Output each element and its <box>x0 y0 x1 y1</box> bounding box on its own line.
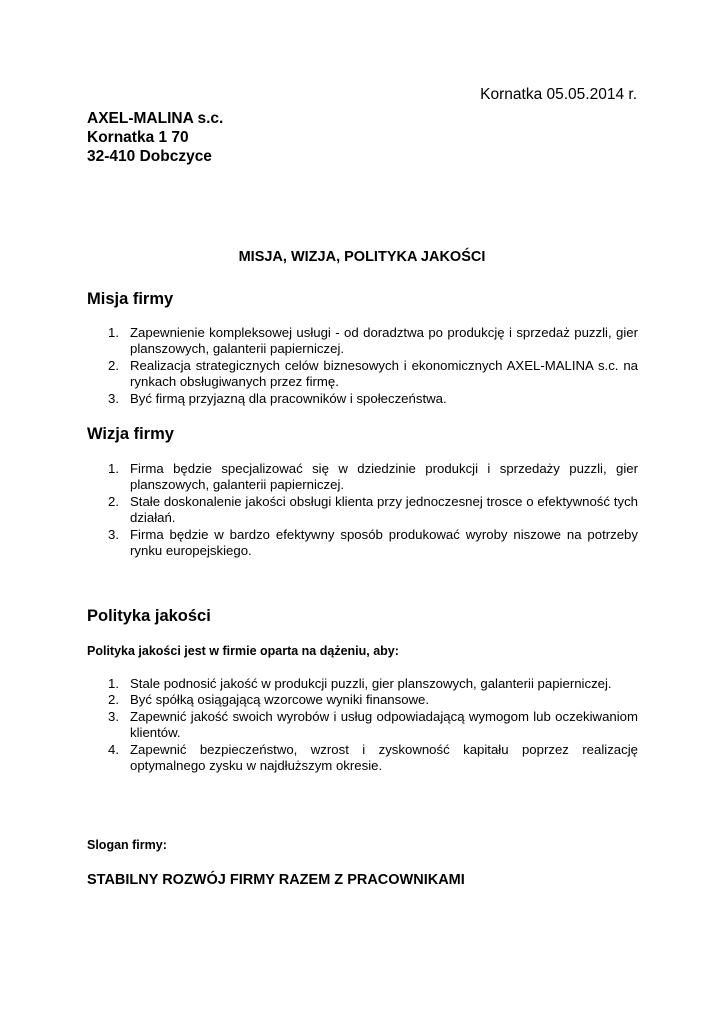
list-number: 1. <box>108 325 119 340</box>
vision-item <box>87 494 638 527</box>
list-number: 1. <box>108 461 119 476</box>
list-text: Zapewnić bezpieczeństwo, wzrost i zyskowność kapitału poprzez realizację optymalnego zysku w najdłuższym okresie. <box>130 741 638 774</box>
vision-item <box>87 461 638 494</box>
list-number: 4. <box>108 741 119 757</box>
list-number: 2. <box>108 357 119 373</box>
list-number: 3. <box>108 526 119 542</box>
quality-list <box>87 676 638 774</box>
list-text: Stale podnosić jakość w produkcji puzzli, gier planszowych, galanterii papierniczej. <box>130 676 612 691</box>
list-number: 2. <box>108 493 119 509</box>
mission-heading: Misja firmy <box>87 290 174 308</box>
quality-item <box>87 709 638 742</box>
list-number: 3. <box>108 390 119 406</box>
list-text: Być spółką osiągającą wzorcowe wyniki finansowe. <box>130 692 430 708</box>
vision-item <box>87 527 638 560</box>
mission-item <box>87 325 638 358</box>
slogan-label: Slogan firmy: <box>87 838 167 852</box>
company-city: 32-410 Dobczyce <box>87 148 212 165</box>
quality-intro: Polityka jakości jest w firmie oparta na dążeniu, aby: <box>87 644 399 658</box>
quality-heading: Polityka jakości <box>87 607 211 625</box>
vision-list <box>87 461 638 559</box>
list-text: Firma będzie specjalizować się w dziedzinie produkcji i sprzedaży puzzli, gier planszowych, galanterii papierniczej. <box>130 461 638 493</box>
company-address <box>87 109 223 166</box>
list-text: Być firmą przyjazną dla pracowników i społeczeństwa. <box>130 390 447 406</box>
company-name: AXEL-MALINA s.c. <box>87 110 224 127</box>
list-number: 1. <box>108 676 119 691</box>
list-text: Realizacja strategicznych celów biznesowych i ekonomicznych AXEL-MALINA s.c. na rynkach obsługiwanych przez firmę. <box>130 357 638 390</box>
list-number: 2. <box>108 692 119 708</box>
list-number: 3. <box>108 708 119 724</box>
list-text: Stałe doskonalenie jakości obsługi klienta przy jednoczesnej trosce o efektywność tych działań. <box>130 493 638 526</box>
quality-item <box>87 676 638 692</box>
quality-item <box>87 692 638 708</box>
quality-item <box>87 742 638 775</box>
mission-item <box>87 391 638 407</box>
document-date: Kornatka 05.05.2014 r. <box>480 86 637 103</box>
mission-item <box>87 358 638 391</box>
company-street: Kornatka 1 70 <box>87 129 189 146</box>
vision-heading: Wizja firmy <box>87 425 174 443</box>
mission-list <box>87 325 638 407</box>
list-text: Zapewnienie kompleksowej usługi - od doradztwa po produkcję i sprzedaż puzzli, gier planszowych, galanterii papierniczej. <box>130 325 638 357</box>
company-slogan: STABILNY ROZWÓJ FIRMY RAZEM Z PRACOWNIKAMI <box>87 872 465 888</box>
list-text: Zapewnić jakość swoich wyrobów i usług odpowiadającą wymogom lub oczekiwaniom klientów. <box>130 708 638 741</box>
list-text: Firma będzie w bardzo efektywny sposób produkować wyroby niszowe na potrzeby rynku europejskiego. <box>130 526 638 559</box>
document-title: MISJA, WIZJA, POLITYKA JAKOŚCI <box>238 249 486 265</box>
